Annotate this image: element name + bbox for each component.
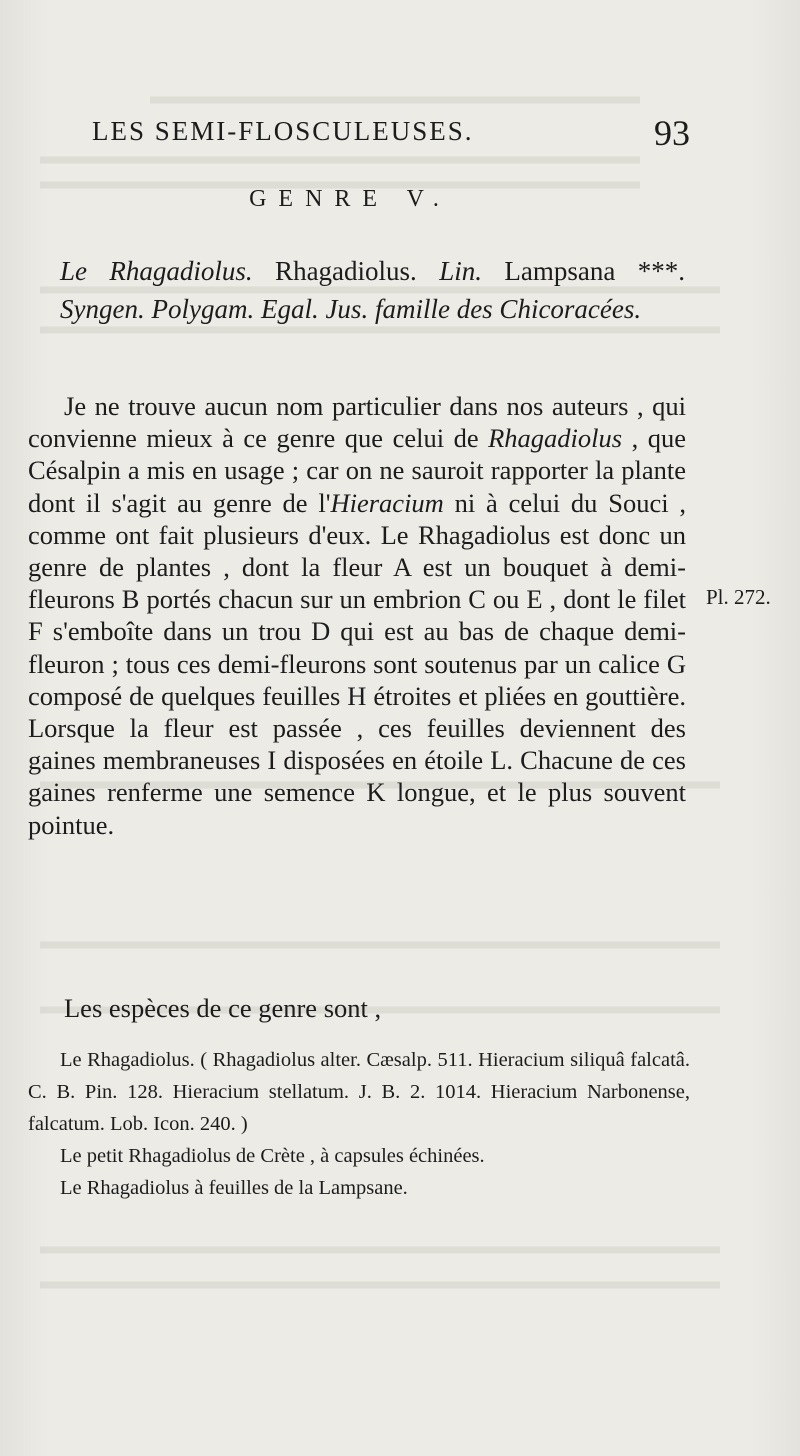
running-head — [92, 112, 690, 152]
family-name: famille des Chicoracées. — [368, 294, 642, 324]
paragraph-text: ni à celui du Souci , comme ont fait plusieurs d'eux. Le Rhagadiolus est donc un genre de plantes , dont la fleur A est un bouquet à demi-fleurons B portés chacun sur un embrion C ou E , dont le filet F s'emboîte dans un trou D qui est au bas de chaque demi-fleuron ; tous ces demi-fleurons sont soutenus par un calice G composé de quelques feuilles H étroites et pliées en gouttière. Lorsque la fleur est passée , ces feuilles deviennent des gaines membraneuses I disposées en étoile L. Chacune de ces gaines renferme une semence K longue, et le plus souvent pointue. — [28, 487, 686, 840]
species-intro: Les espèces de ce genre sont , — [64, 993, 382, 1023]
species-list — [28, 1044, 690, 1204]
class-syngen: Syngen. — [60, 294, 145, 324]
genus-title-block — [60, 252, 685, 328]
paragraph-text: Je ne trouve aucun nom particulier dans nos auteurs , qui convienne mieux à ce genre que celui de — [28, 391, 686, 454]
species-entry: Le Rhagadiolus. ( Rhagadiolus alter. Cæsalp. 511. Hieracium siliquâ falcatâ. C. B. Pin. 128. Hieracium stellatum. J. B. 2. 1014. Hieracium Narbonense, falcatum. Lob. Icon. 240. ) — [28, 1049, 690, 1135]
species-entry: Le Rhagadiolus à feuilles de la Lampsane. — [60, 1177, 408, 1199]
running-title: LES SEMI-FLOSCULEUSES. — [92, 116, 474, 146]
italic-rhagadiolus: Rhagadiolus — [488, 423, 623, 454]
order-polygam: Polygam. — [144, 294, 255, 324]
author-jus: Jus. — [318, 294, 369, 324]
synonym-lampsana: Lampsana ***. — [481, 256, 685, 286]
author-lin: Lin. — [439, 256, 482, 286]
plate-reference: Pl. 272. — [706, 585, 771, 609]
italic-hieracium: Hieracium — [330, 487, 444, 518]
genre-heading: GENRE V. — [249, 186, 451, 212]
genus-name-french: Le Rhagadiolus. — [60, 256, 253, 286]
description-paragraph — [28, 390, 686, 841]
page-number: 93 — [654, 113, 690, 153]
paragraph-text: , que Césalpin a mis en usage ; car on ne sauroit rapporter la plante dont il s'agit au genre de l' — [28, 423, 686, 518]
order-egal: Egal. — [254, 294, 319, 324]
species-entry: Le petit Rhagadiolus de Crète , à capsules échinées. — [60, 1145, 485, 1167]
genus-name-latin: Rhagadiolus. — [252, 256, 440, 286]
